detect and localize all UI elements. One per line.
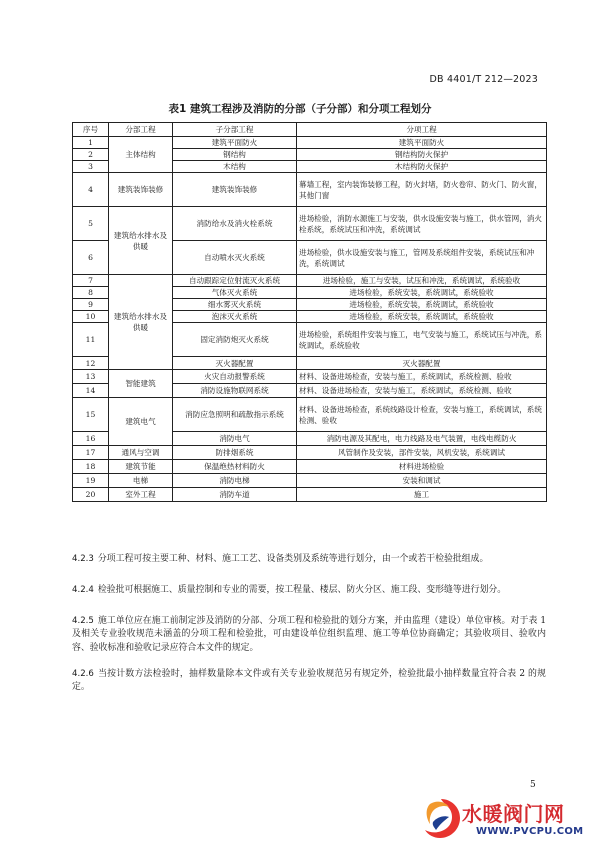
cell-no: 5 <box>73 207 109 241</box>
clause-4-2-6 <box>72 668 546 695</box>
cell-item: 木结构防火保护 <box>297 161 547 173</box>
watermark-url: WWW.PVCPU.COM <box>476 826 584 837</box>
cell-item: 风管制作及安装，部件安装，风机安装，系统调试 <box>297 446 547 460</box>
header-item: 分项工程 <box>297 123 547 137</box>
cell-item: 材料、设备进场检查，系统线路设计检查，安装与施工，系统调试，系统检测、验收 <box>297 398 547 432</box>
cell-item: 进场检验，系统组件安装与施工，电气安装与施工，系统试压与冲洗，系统调试，系统验收 <box>297 323 547 357</box>
cell-subdivision: 木结构 <box>173 161 297 173</box>
cell-division: 建筑给水排水及供暖 <box>109 275 173 370</box>
page-number: 5 <box>530 780 536 790</box>
cell-no: 17 <box>73 446 109 460</box>
table-row <box>73 275 547 287</box>
cell-division: 建筑节能 <box>109 460 173 474</box>
clause-number: 4.2.6 <box>72 669 94 679</box>
cell-division: 智能建筑 <box>109 370 173 398</box>
cell-subdivision: 灭火器配置 <box>173 357 297 370</box>
table-row <box>73 474 547 488</box>
table-header-row <box>73 123 547 137</box>
clause-4-2-3 <box>72 553 546 566</box>
table-row <box>73 460 547 474</box>
cell-item: 安装和调试 <box>297 474 547 488</box>
cell-subdivision: 钢结构 <box>173 149 297 161</box>
clause-number: 4.2.3 <box>72 554 94 564</box>
clause-text: 检验批可根据施工、质量控制和专业的需要，按工程量、楼层、防火分区、施工段、变形缝等进行划分。 <box>97 585 507 595</box>
cell-no: 13 <box>73 370 109 384</box>
cell-division: 电梯 <box>109 474 173 488</box>
cell-no: 4 <box>73 173 109 207</box>
cell-item: 消防电源及其配电，电力线路及电气装置，电线电缆防火 <box>297 432 547 446</box>
clause-text: 当按计数方法检验时，抽样数量除本文件或有关专业验收规范另有规定外，检验批最小抽样数量宜符合表 2 的规定。 <box>72 669 546 693</box>
table-row <box>73 398 547 432</box>
cell-no: 9 <box>73 299 109 311</box>
cell-item: 进场检验，消防水源施工与安装，供水设施安装与施工，供水管网，消火栓系统，系统试压和冲洗，系统调试 <box>297 207 547 241</box>
cell-division: 建筑给水排水及供暖 <box>109 207 173 275</box>
cell-no: 20 <box>73 488 109 502</box>
cell-item: 进场检验，供水设施安装与施工，管网及系统组件安装，系统试压和冲洗，系统调试 <box>297 241 547 275</box>
clause-4-2-4 <box>72 584 546 597</box>
cell-item: 材料、设备进场检查，安装与施工，系统调试，系统检测、验收 <box>297 370 547 384</box>
cell-subdivision: 消防给水及消火栓系统 <box>173 207 297 241</box>
cell-subdivision: 气体灭火系统 <box>173 287 297 299</box>
cell-no: 7 <box>73 275 109 287</box>
cell-division: 室外工程 <box>109 488 173 502</box>
cell-item: 建筑平面防火 <box>297 137 547 149</box>
division-table <box>72 122 547 502</box>
cell-no: 2 <box>73 149 109 161</box>
cell-subdivision: 细水雾灭火系统 <box>173 299 297 311</box>
table-row <box>73 446 547 460</box>
clause-number: 4.2.5 <box>72 616 94 626</box>
cell-item: 进场检验，系统安装，系统调试，系统验收 <box>297 299 547 311</box>
cell-subdivision: 固定消防炮灭火系统 <box>173 323 297 357</box>
cell-subdivision: 消防电气 <box>173 432 297 446</box>
cell-item: 幕墙工程，室内装饰装修工程，防火封堵，防火卷帘、防火门、防火窗，其他门窗 <box>297 173 547 207</box>
cell-no: 19 <box>73 474 109 488</box>
table-row <box>73 488 547 502</box>
clause-text: 施工单位应在施工前制定涉及消防的分部、分项工程和检验批的划分方案，并由监理（建设）单位审核。对于表 1 及相关专业验收规范未涵盖的分项工程和检验批，可由建设单位组织监理、施工等单位协商确定；其验收项目、验收内容、验收标准和验收记录应符合本文件的规定。 <box>72 616 546 653</box>
watermark <box>418 796 594 842</box>
table-row <box>73 370 547 384</box>
header-division: 分部工程 <box>109 123 173 137</box>
cell-subdivision: 消防应急照明和疏散指示系统 <box>173 398 297 432</box>
watermark-title: 水暖阀门网 <box>462 802 565 826</box>
cell-subdivision: 自动喷水灭火系统 <box>173 241 297 275</box>
cell-item: 材料、设备进场检查，安装与施工，系统调试，系统检测、验收 <box>297 384 547 398</box>
cell-subdivision: 火灾自动报警系统 <box>173 370 297 384</box>
cell-subdivision: 泡沫灭火系统 <box>173 311 297 323</box>
cell-no: 14 <box>73 384 109 398</box>
cell-item: 灭火器配置 <box>297 357 547 370</box>
clause-4-2-5 <box>72 615 546 655</box>
cell-subdivision: 自动跟踪定位射流灭火系统 <box>173 275 297 287</box>
cell-item: 进场检验，系统安装，系统调试，系统验收 <box>297 287 547 299</box>
cell-division: 通风与空调 <box>109 446 173 460</box>
cell-no: 6 <box>73 241 109 275</box>
table-row <box>73 207 547 241</box>
cell-item: 材料进场检验 <box>297 460 547 474</box>
cell-no: 3 <box>73 161 109 173</box>
cell-subdivision: 消防设施物联网系统 <box>173 384 297 398</box>
watermark-logo-icon <box>418 796 464 842</box>
cell-division: 主体结构 <box>109 137 173 173</box>
table-row <box>73 137 547 149</box>
cell-subdivision: 防排烟系统 <box>173 446 297 460</box>
table-caption: 表1 建筑工程涉及消防的分部（子分部）和分项工程划分 <box>168 103 432 115</box>
cell-no: 16 <box>73 432 109 446</box>
cell-no: 8 <box>73 287 109 299</box>
clause-number: 4.2.4 <box>72 585 94 595</box>
cell-subdivision: 建筑装饰装修 <box>173 173 297 207</box>
table-row <box>73 173 547 207</box>
header-seq: 序号 <box>73 123 109 137</box>
cell-item: 进场检验，施工与安装，试压和冲洗，系统调试，系统验收 <box>297 275 547 287</box>
cell-no: 1 <box>73 137 109 149</box>
cell-division: 建筑装饰装修 <box>109 173 173 207</box>
cell-item: 进场检验，系统安装，系统调试，系统验收 <box>297 311 547 323</box>
header-subdivision: 子分部工程 <box>173 123 297 137</box>
cell-subdivision: 建筑平面防火 <box>173 137 297 149</box>
cell-subdivision: 消防电梯 <box>173 474 297 488</box>
cell-division: 建筑电气 <box>109 398 173 446</box>
cell-no: 11 <box>73 323 109 357</box>
cell-no: 15 <box>73 398 109 432</box>
clause-text: 分项工程可按主要工种、材料、施工工艺、设备类别及系统等进行划分，由一个或若干检验批组成。 <box>97 554 489 564</box>
document-number: DB 4401/T 212—2023 <box>429 74 538 85</box>
cell-subdivision: 保温绝热材料防火 <box>173 460 297 474</box>
cell-item: 施工 <box>297 488 547 502</box>
cell-no: 18 <box>73 460 109 474</box>
cell-item: 钢结构防火保护 <box>297 149 547 161</box>
cell-no: 10 <box>73 311 109 323</box>
cell-subdivision: 消防车道 <box>173 488 297 502</box>
cell-no: 12 <box>73 357 109 370</box>
